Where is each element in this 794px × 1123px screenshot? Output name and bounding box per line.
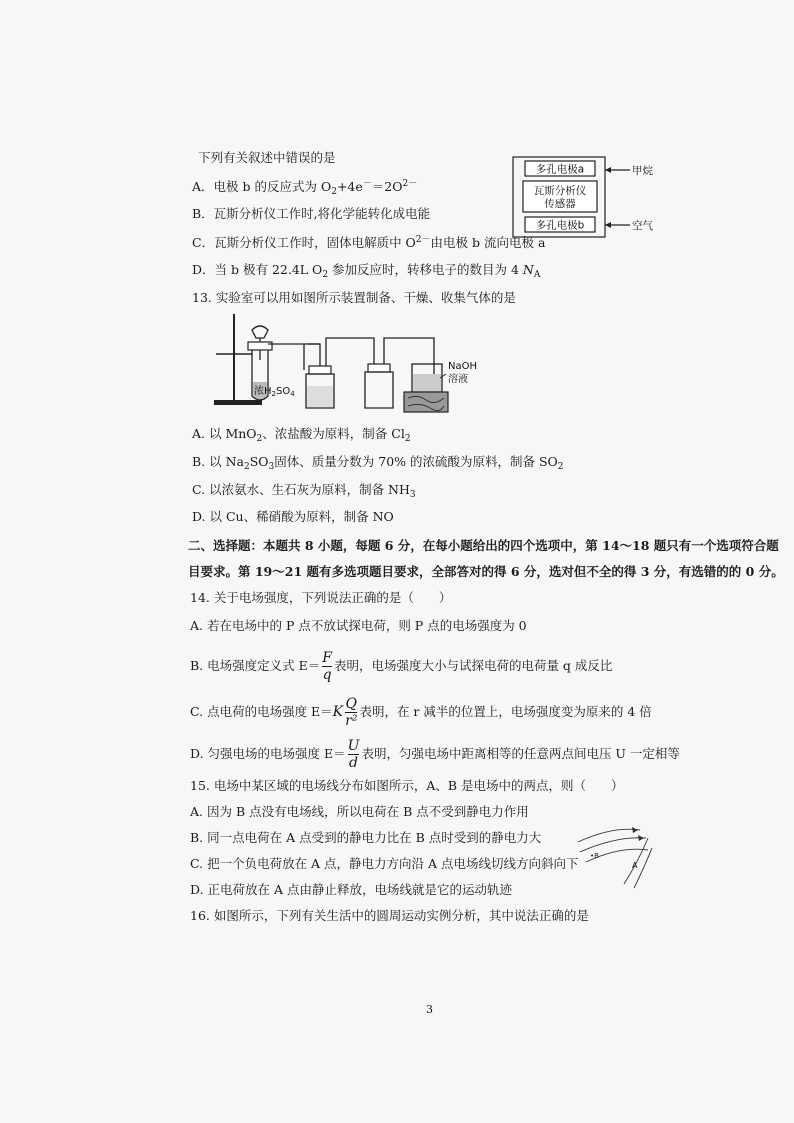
drying-bottle-liquid bbox=[307, 386, 333, 407]
fraction-q-over-r2: $\frac{Q}{\text{r²}}$ bbox=[345, 695, 358, 729]
electrode-b-label: 多孔电极b bbox=[535, 219, 585, 232]
q12-stem: 下列有关叙述中错误的是 bbox=[198, 150, 336, 165]
field-line-1 bbox=[578, 829, 640, 842]
collecting-bottle bbox=[365, 372, 393, 408]
q14-option-c: C. 点电荷的电场强度 E＝ K $\frac{Q}{\text{r²}}$ 表明，在 r 减半的位置上，电场强度变为原来的 4 倍 bbox=[190, 695, 652, 729]
field-arrowhead-2 bbox=[638, 835, 644, 841]
delivery-tube-3 bbox=[384, 338, 434, 380]
fraction-f-over-q: $\frac{F}{q}$ bbox=[322, 649, 332, 683]
point-b-label: •B bbox=[590, 852, 599, 860]
q13-option-c: C. 以浓氨水、生石灰为原料，制备 $NH_3$ bbox=[192, 482, 416, 500]
tube-stopper bbox=[248, 342, 272, 350]
q13-option-d: D. 以 Cu、稀硝酸为原料，制备 NO bbox=[192, 509, 394, 524]
apparatus-diagram bbox=[208, 312, 478, 417]
gas-analyzer-diagram bbox=[505, 155, 665, 240]
gas-top-label: 甲烷 bbox=[632, 165, 653, 177]
q14-option-a: A. 若在电场中的 P 点不放试探电荷，则 P 点的电场强度为 0 bbox=[190, 618, 527, 633]
q15-option-d: D. 正电荷放在 A 点由静止释放，电场线就是它的运动轨迹 bbox=[190, 882, 512, 897]
q12-option-b: B．瓦斯分析仪工作时,将化学能转化成电能 bbox=[192, 206, 431, 221]
q16-stem: 16. 如图所示，下列有关生活中的圆周运动实例分析，其中说法正确的是 bbox=[190, 908, 589, 923]
q13-option-b: B. 以 $Na_2SO_3$固体、质量分数为 70% 的浓硫酸为原料，制备 $SO_2$ bbox=[192, 454, 564, 472]
solution-label: 溶液 bbox=[448, 374, 468, 385]
gas-bottom-arrowhead bbox=[605, 222, 611, 228]
section2-instructions-line1: 二、选择题：本题共 8 小题，每题 6 分，在每小题给出的四个选项中，第 14～18 题只有一个选项符合题 bbox=[188, 538, 779, 553]
gas-bottom-label: 空气 bbox=[632, 220, 653, 232]
q13-stem: 13. 实验室可以用如图所示装置制备、干燥、收集气体的是 bbox=[192, 290, 516, 305]
electric-field-lines-diagram bbox=[568, 822, 658, 892]
page-number: 3 bbox=[426, 1003, 433, 1016]
sensor-label-line1: 瓦斯分析仪 bbox=[533, 185, 587, 197]
delivery-tube-2 bbox=[326, 338, 374, 370]
q15-option-c: C. 把一个负电荷放在 A 点，静电力方向沿 A 点电场线切线方向斜向下 bbox=[190, 856, 579, 871]
q14-option-b: B. 电场强度定义式 E＝ $\frac{F}{q}$ 表明，电场强度大小与试探电荷的电荷量 q 成反比 bbox=[190, 649, 613, 683]
acid-label: 浓$H_2SO_4$ bbox=[254, 386, 295, 398]
sensor-label-line2: 传感器 bbox=[544, 198, 576, 210]
section2-instructions-line2: 目要求。第 19～21 题有多选项题目要求，全部答对的得 6 分，选对但不全的得 3 分，有选错的的 0 分。 bbox=[188, 564, 784, 579]
bottle1-stopper bbox=[309, 366, 331, 374]
stand-base bbox=[214, 400, 262, 405]
bottle2-stopper bbox=[368, 364, 390, 372]
q12-option-d: D．当 b 极有 22.4L $O_2$ 参加反应时，转移电子的数目为 4 $N_A$ bbox=[192, 262, 541, 280]
electrode-a-label: 多孔电极a bbox=[535, 163, 585, 176]
q13-option-a: A. 以 MnO$_2$、浓盐酸为原料，制备 $Cl_2$ bbox=[192, 426, 411, 444]
q12-option-a: A．电极 b 的反应式为 $O_2+4e^-=2O^{2-}$ bbox=[192, 179, 418, 197]
field-line-2 bbox=[580, 838, 646, 852]
gas-top-arrowhead bbox=[605, 167, 611, 173]
point-a-label: A bbox=[632, 861, 638, 870]
q12-option-c: C．瓦斯分析仪工作时，固体电解质中 $O^{2-}$由电极 b 流向电极 a bbox=[192, 235, 546, 250]
naoh-label: NaOH bbox=[448, 361, 477, 372]
naoh-liquid bbox=[413, 374, 441, 391]
q14-stem: 14. 关于电场强度，下列说法正确的是（ ） bbox=[190, 590, 452, 605]
q15-option-a: A. 因为 B 点没有电场线，所以电荷在 B 点不受到静电力作用 bbox=[190, 804, 529, 819]
fraction-u-over-d: $\frac{U}{d}$ bbox=[347, 737, 360, 771]
q14-option-d: D. 匀强电场的电场强度 E＝ $\frac{U}{d}$ 表明，匀强电场中距离相等的任意两点间电压 U 一定相等 bbox=[190, 737, 680, 771]
q15-stem: 15. 电场中某区域的电场线分布如图所示，A、B 是电场中的两点，则（ ） bbox=[190, 778, 624, 793]
q15-option-b: B. 同一点电荷在 A 点受到的静电力比在 B 点时受到的静电力大 bbox=[190, 830, 542, 845]
dropping-funnel bbox=[252, 326, 268, 338]
field-arrowhead-1 bbox=[632, 827, 638, 833]
